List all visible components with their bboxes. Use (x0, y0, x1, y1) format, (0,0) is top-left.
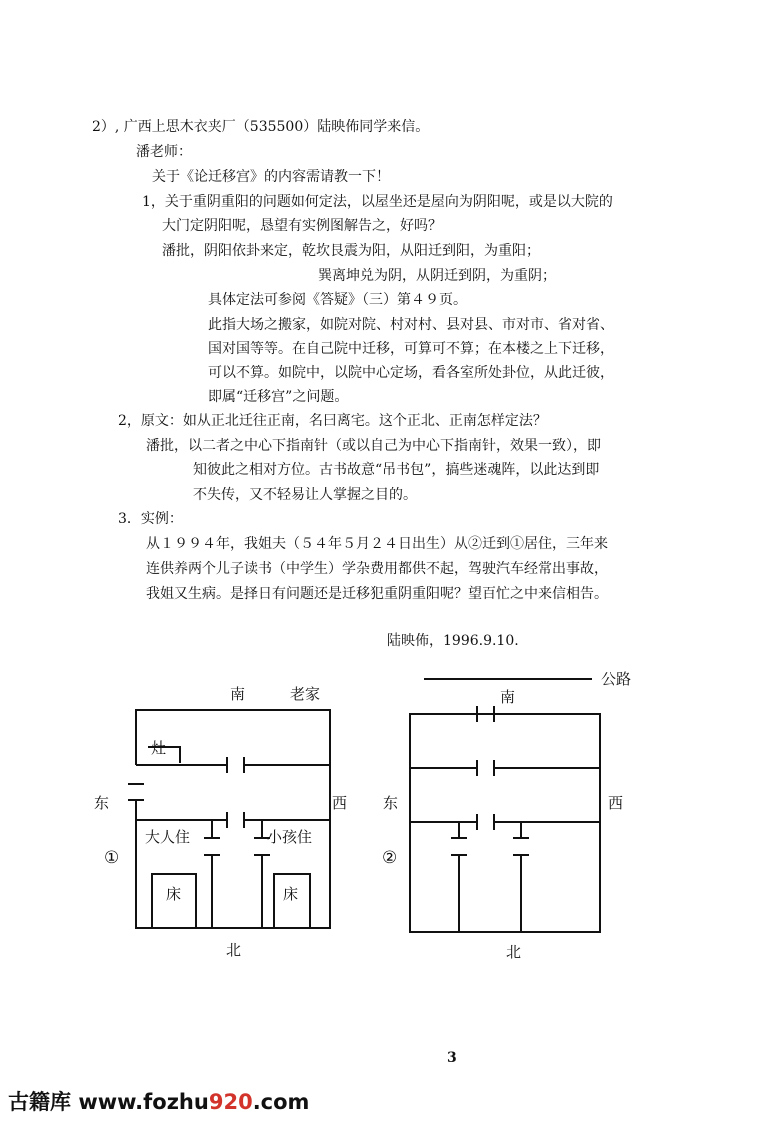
question-2-line-1: 2，原文：如从正北迁往正南，名曰离宅。这个正北、正南怎样定法？ (118, 413, 547, 429)
diagram1-north-label: 北 (226, 941, 242, 959)
question-3-line-1: 从１９９４年，我姐夫（５４年５月２４日出生）从②迁到①居住，三年来 (146, 536, 608, 552)
diagram1-south-label: 南 (230, 685, 246, 703)
diagram1-bed-left-label: 床 (166, 885, 182, 903)
diagram2-north-label: 北 (506, 943, 522, 961)
letter-heading: 2）, 广西上思木衣夹厂（535500）陆映佈同学来信。 (92, 119, 430, 135)
answer-2-line-3: 不失传，又不轻易让人掌握之目的。 (193, 487, 417, 503)
diagram2-east-label: 东 (383, 794, 399, 812)
watermark-url-prefix: www.fozhu (78, 1090, 209, 1114)
diagram1-marker: ① (104, 848, 120, 868)
diagram1-room-left-label: 大人住 (145, 828, 191, 846)
question-1-line-2: 大门定阴阳呢，恳望有实例图解告之，好吗？ (162, 218, 442, 234)
question-3-line-2: 连供养两个儿子读书（中学生）学杂费用都供不起，驾驶汽车经常出事故， (146, 561, 608, 577)
answer-2-line-2: 知彼此之相对方位。古书故意“吊书包”，搞些迷魂阵，以此达到即 (193, 462, 600, 478)
question-3-line-3: 我姐又生病。是择日有问题还是迁移犯重阴重阳呢？望百忙之中来信相告。 (146, 586, 608, 602)
salutation: 潘老师： (136, 144, 192, 160)
answer-1-line-6: 可以不算。如院中，以院中心定场，看各室所处卦位，从此迁彼， (208, 365, 614, 381)
answer-1-line-5: 国对国等等。在自己院中迁移，可算可不算；在本楼之上下迁移， (208, 341, 614, 357)
answer-1-line-7: 即属“迁移宫”之问题。 (208, 389, 349, 405)
watermark-site-name: 古籍库 (8, 1090, 71, 1114)
diagram2-west-label: 西 (608, 794, 624, 812)
diagram1-title: 老家 (290, 685, 321, 703)
watermark-url-number: 920 (208, 1090, 253, 1114)
watermark (8, 1086, 309, 1116)
answer-2-line-1: 潘批，以二者之中心下指南针（或以自己为中心下指南针，效果一致），即 (146, 438, 601, 454)
diagram2-road-label: 公路 (601, 670, 632, 688)
answer-1-line-4: 此指大场之搬家，如院对院、村对村、县对县、市对市、省对省、 (208, 317, 614, 333)
watermark-url-suffix: .com (252, 1090, 310, 1114)
answer-1-line-1: 潘批，阴阳依卦来定，乾坎艮震为阳，从阳迁到阳，为重阳； (162, 243, 540, 259)
diagram2-marker: ② (382, 848, 398, 868)
answer-1-line-3: 具体定法可参阅《答疑》（三）第４９页。 (208, 292, 467, 308)
diagram1-room-right-label: 小孩住 (267, 828, 313, 846)
question-1-line-1: 1，关于重阴重阳的问题如何定法，以屋坐还是屋向为阴阳呢，或是以大院的 (142, 194, 613, 210)
diagram1-stove-label: 灶 (151, 739, 167, 757)
diagram1-bed-right-label: 床 (283, 885, 299, 903)
question-3-label: 3．实例： (118, 511, 183, 527)
diagram2-south-label: 南 (500, 688, 516, 706)
intro-line: 关于《论迁移宫》的内容需请教一下！ (152, 169, 390, 185)
diagram1-east-label: 东 (94, 794, 110, 812)
diagram1-west-label: 西 (332, 794, 348, 812)
page-number: 3 (447, 1050, 457, 1066)
signature: 陆映佈，1996.9.10. (387, 633, 519, 649)
answer-1-line-2: 巽离坤兑为阴，从阴迁到阴，为重阴； (318, 268, 556, 284)
